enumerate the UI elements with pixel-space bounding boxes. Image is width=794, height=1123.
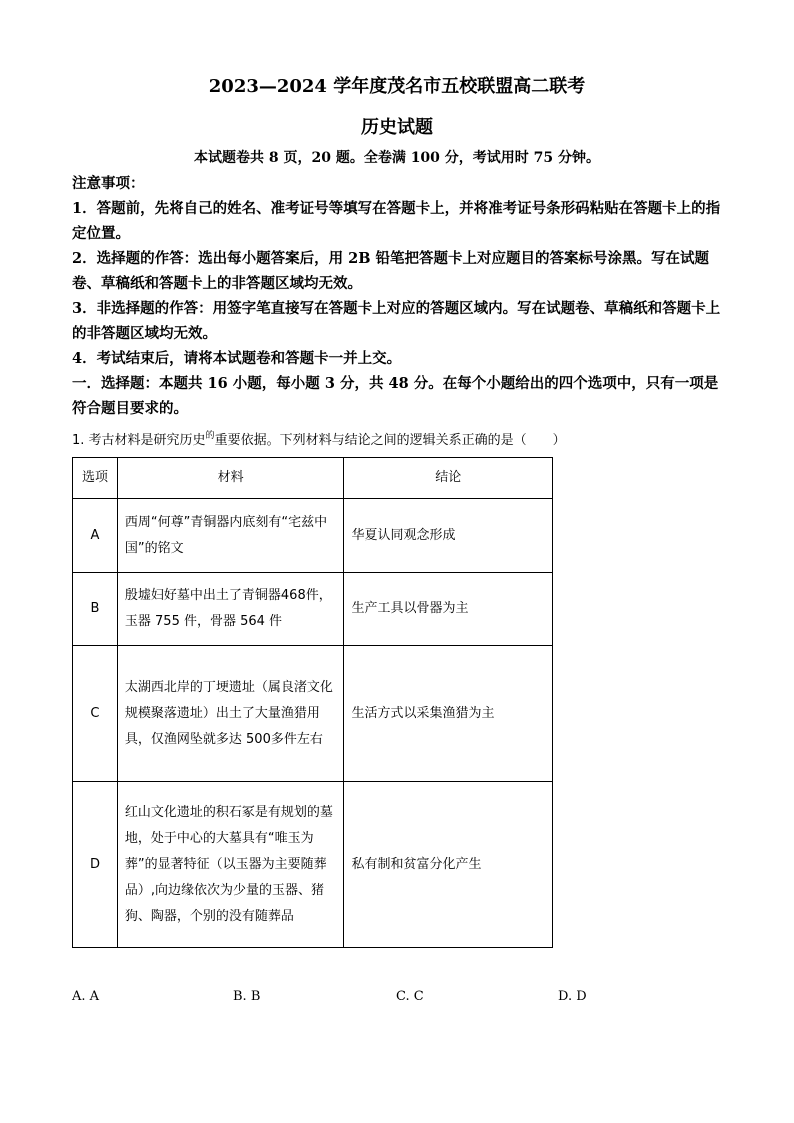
subject-title: 历史试题 xyxy=(361,117,433,138)
option-cell: C xyxy=(73,646,118,782)
instruction-item: 3．非选择题的作答：用签字笔直接写在答题卡上对应的答题区域内。写在试题卷、草稿纸和答题卡上的非答题区域均无效。 xyxy=(72,300,721,342)
option-cell: B xyxy=(73,573,118,646)
material-cell: 殷墟妇好墓中出土了青铜器468件，玉器 755 件，骨器 564 件 xyxy=(117,573,344,646)
column-header-option: 选项 xyxy=(73,458,118,499)
table-row xyxy=(73,782,553,948)
instruction-item: 4．考试结束后，请将本试题卷和答题卡一并上交。 xyxy=(72,350,402,367)
table-row xyxy=(73,646,553,782)
material-cell: 西周“何尊”青铜器内底刻有“宅兹中国”的铭文 xyxy=(117,499,344,573)
answer-option-c[interactable]: C. C xyxy=(396,989,424,1004)
conclusion-cell: 生产工具以骨器为主 xyxy=(344,573,553,646)
option-cell: A xyxy=(73,499,118,573)
section-heading: 一．选择题：本题共 16 小题，每小题 3 分，共 48 分。在每个小题给出的四个选项中，只有一项是符合题目要求的。 xyxy=(72,375,719,417)
option-cell: D xyxy=(73,782,118,948)
conclusion-cell: 生活方式以采集渔猎为主 xyxy=(344,646,553,782)
answer-option-d[interactable]: D. D xyxy=(558,989,587,1004)
table-row xyxy=(73,499,553,573)
instruction-item: 1．答题前，先将自己的姓名、准考证号等填写在答题卡上，并将准考证号条形码粘贴在答题卡上的指定位置。 xyxy=(72,200,721,242)
column-header-conclusion: 结论 xyxy=(344,458,553,499)
column-header-material: 材料 xyxy=(117,458,344,499)
instructions xyxy=(72,171,724,421)
table-row xyxy=(73,573,553,646)
material-cell: 红山文化遗址的积石冢是有规划的墓地，处于中心的大墓具有“唯玉为葬”的显著特征（以玉器为主要随葬品）,向边缘依次为少量的玉器、猪狗、陶器，个别的没有随葬品 xyxy=(117,782,344,948)
instruction-item: 2．选择题的作答：选出每小题答案后，用 2B 铅笔把答题卡上对应题目的答案标号涂黑。写在试题卷、草稿纸和答题卡上的非答题区域均无效。 xyxy=(72,250,710,292)
answer-option-b[interactable]: B. B xyxy=(233,989,261,1004)
question-stem: 1. 考古材料是研究历史$^的$重要依据。下列材料与结论之间的逻辑关系正确的是（ ） xyxy=(72,431,566,448)
exam-info: 本试题卷共 8 页，20 题。全卷满 100 分，考试用时 75 分钟。 xyxy=(193,150,601,166)
table-header-row xyxy=(73,458,553,499)
material-table xyxy=(72,457,553,948)
instructions-heading: 注意事项： xyxy=(72,175,145,192)
material-cell: 太湖西北岸的丁埂遗址（属良渚文化规模聚落遗址）出土了大量渔猎用具，仅渔网坠就多达 500多件左右 xyxy=(117,646,344,782)
answer-option-a[interactable]: A. A xyxy=(72,989,100,1004)
conclusion-cell: 华夏认同观念形成 xyxy=(344,499,553,573)
conclusion-cell: 私有制和贫富分化产生 xyxy=(344,782,553,948)
exam-title: 2023—2024 学年度茂名市五校联盟高二联考 xyxy=(208,76,586,97)
